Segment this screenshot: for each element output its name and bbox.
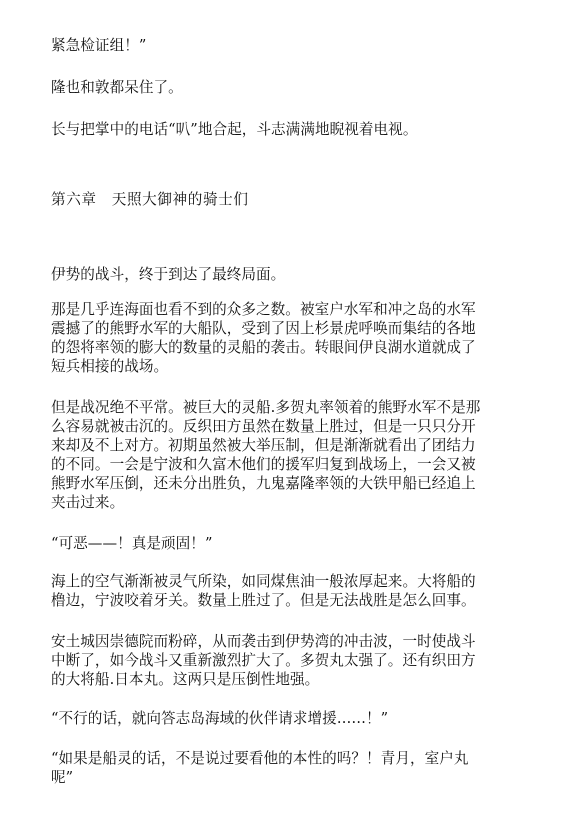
text-line: 来却及不上对方。初期虽然被大举压制，但是渐渐就看出了团结力 [51, 437, 476, 454]
text-line: “如果是船灵的话，不是说过要看他的本性的吗？！青月，室户丸 [51, 750, 469, 767]
text-line: 伊势的战斗，终于到达了最终局面。 [51, 266, 286, 283]
text-line: 的大将船.日本丸。这两只是压倒性地强。 [51, 671, 320, 688]
text-line: 么容易就被击沉的。反织田方虽然在数量上胜过，但是一只只分开 [51, 418, 476, 435]
text-line: 安土城因崇德院而粉碎，从而袭击到伊势湾的冲击波，一时使战斗 [51, 633, 476, 650]
text-line: 震撼了的熊野水军的大船队，受到了因上杉景虎呼唤而集结的各地 [51, 320, 476, 337]
text-line: 隆也和敦都呆住了。 [51, 79, 183, 96]
text-line: 海上的空气渐渐被灵气所染，如同煤焦油一般浓厚起来。大将船的 [51, 573, 476, 590]
text-line: 的怨将率领的膨大的数量的灵船的袭击。转眼间伊良湖水道就成了 [51, 339, 476, 356]
text-line: 的不同。一会是宁波和久富木他们的援军归复到战场上，一会又被 [51, 456, 476, 473]
text-line: 短兵相接的战场。 [51, 358, 169, 375]
text-line: “可恶——！真是顽固！” [51, 535, 213, 552]
text-line: 夹击过来。 [51, 494, 125, 511]
text-line: 呢” [51, 769, 74, 786]
text-line: 熊野水军压倒，还未分出胜负，九鬼嘉隆率领的大铁甲船已经追上 [51, 475, 476, 492]
text-line: 橹边，宁波咬着牙关。数量上胜过了。但是无法战胜是怎么回事。 [51, 592, 476, 609]
text-line: 但是战况绝不平常。被巨大的灵船.多贺丸率领着的熊野水军不是那 [51, 399, 481, 416]
text-line: 紧急检证组！” [51, 37, 147, 54]
text-line: “不行的话，就向答志岛海域的伙伴请求增援……！” [51, 710, 389, 727]
text-line: 长与把掌中的电话“叭”地合起，斗志满满地睨视着电视。 [51, 121, 418, 138]
chapter-title: 第六章 天照大御神的骑士们 [51, 191, 249, 208]
text-line: 中断了，如今战斗又重新激烈扩大了。多贺丸太强了。还有织田方 [51, 652, 476, 669]
text-line: 那是几乎连海面也看不到的众多之数。被室户水军和冲之岛的水军 [51, 301, 476, 318]
